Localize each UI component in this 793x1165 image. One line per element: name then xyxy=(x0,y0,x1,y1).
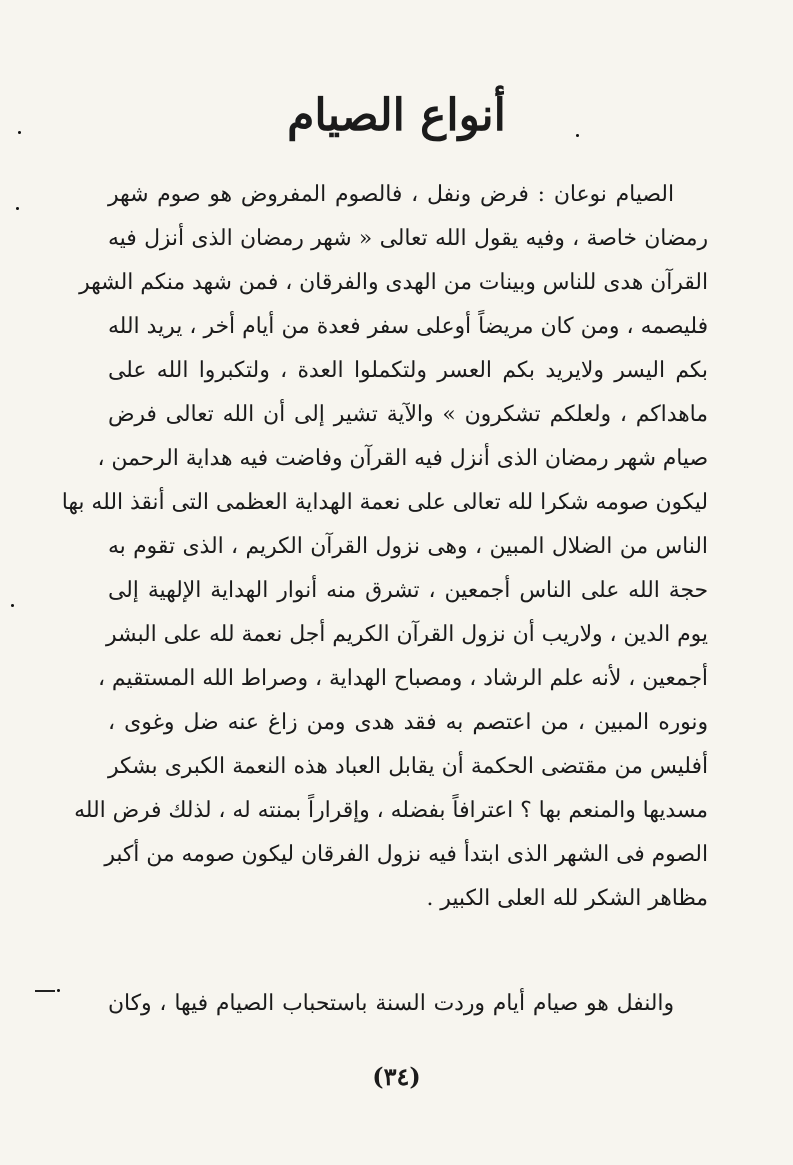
paragraph-1-line-12: أجمعين ، لأنه علم الرشاد ، ومصباح الهداية ، وصراط الله المستقيم ، xyxy=(97,666,708,691)
paragraph-1-line-8: ليكون صومه شكرا لله تعالى على نعمة الهداية العظمى التى أنقذ الله بها xyxy=(61,490,708,515)
scan-bar xyxy=(35,990,55,992)
paragraph-1-line-17: مظاهر الشكر لله العلى الكبير . xyxy=(426,886,708,911)
scan-speck xyxy=(16,207,19,210)
scan-speck xyxy=(18,131,21,134)
paragraph-1-line-11: يوم الدين ، ولاريب أن نزول القرآن الكريم أجل نعمة لله على البشر xyxy=(105,622,708,647)
paragraph-1-line-13: ونوره المبين ، من اعتصم به فقد هدى ومن زاغ عنه ضل وغوى ، xyxy=(108,710,708,735)
page-number: (٣٤) xyxy=(372,1062,421,1091)
paragraph-1-line-9: الناس من الضلال المبين ، وهى نزول القرآن الكريم ، الذى تقوم به xyxy=(108,534,708,559)
paragraph-2-line-1: والنفل هو صيام أيام وردت السنة باستحباب الصيام فيها ، وكان xyxy=(108,991,674,1016)
paragraph-1-line-1: الصيام نوعان : فرض ونفل ، فالصوم المفروض هو صوم شهر xyxy=(108,182,674,207)
paragraph-1-line-5: بكم اليسر ولايريد بكم العسر ولتكملوا العدة ، ولتكبروا الله على xyxy=(108,358,708,383)
paragraph-1-line-3: القرآن هدى للناس وبينات من الهدى والفرقان ، فمن شهد منكم الشهر xyxy=(79,270,708,295)
paragraph-1-line-4: فليصمه ، ومن كان مريضاً أوعلى سفر فعدة من أيام أخر ، يريد الله xyxy=(108,314,708,339)
scan-speck xyxy=(576,134,579,137)
paragraph-1-line-10: حجة الله على الناس أجمعين ، تشرق منه أنوار الهداية الإلهية إلى xyxy=(108,578,708,603)
paragraph-1-line-6: ماهداكم ، ولعلكم تشكرون » والآية تشير إلى أن الله تعالى فرض xyxy=(108,402,708,427)
paragraph-2 xyxy=(108,987,708,1027)
paragraph-1-line-15: مسديها والمنعم بها ؟ اعترافاً بفضله ، وإقراراً بمنته له ، لذلك فرض الله xyxy=(74,798,708,823)
paragraph-1-line-7: صيام شهر رمضان الذى أنزل فيه القرآن وفاضت فيه هداية الرحمن ، xyxy=(97,446,708,471)
page-title: أنواع الصيام xyxy=(287,90,506,141)
paragraph-1-line-14: أفليس من مقتضى الحكمة أن يقابل العباد هذه النعمة الكبرى بشكر xyxy=(108,754,708,779)
paragraph-1-line-16: الصوم فى الشهر الذى ابتدأ فيه نزول الفرقان ليكون صومه من أكبر xyxy=(104,842,708,867)
paragraph-1-line-2: رمضان خاصة ، وفيه يقول الله تعالى « شهر رمضان الذى أنزل فيه xyxy=(108,226,708,251)
scan-speck xyxy=(11,604,14,607)
scan-speck xyxy=(57,989,60,992)
paragraph-1 xyxy=(61,178,708,911)
